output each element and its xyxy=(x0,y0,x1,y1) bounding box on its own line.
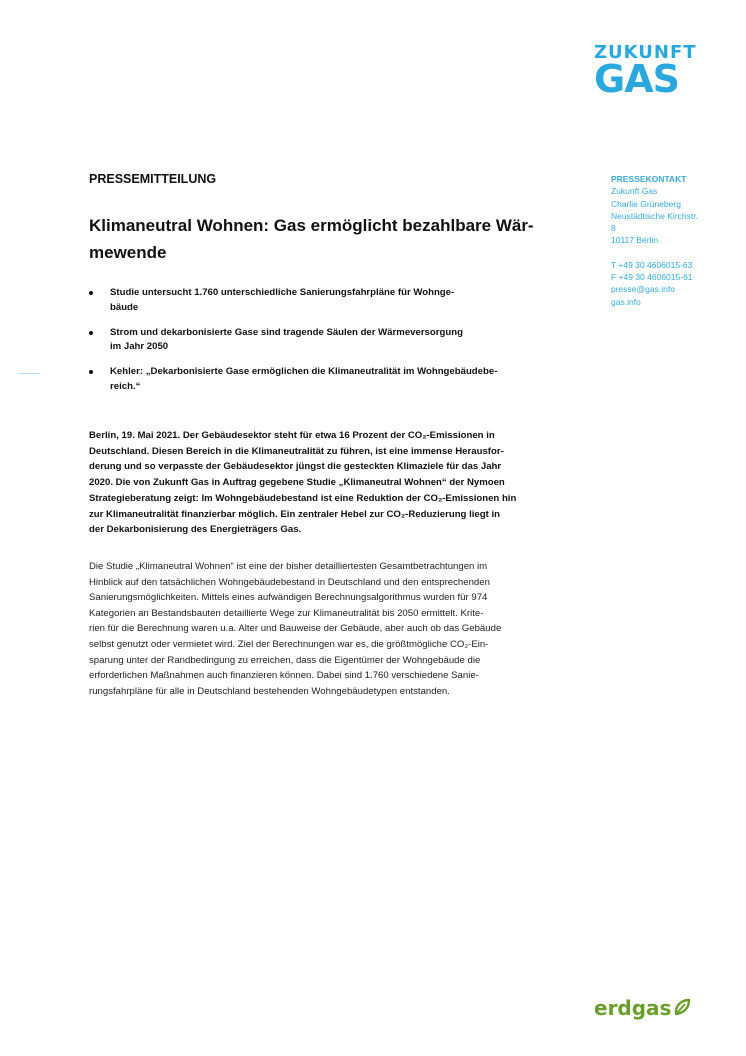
contact-line: Charlie Grüneberg xyxy=(611,198,681,209)
zukunft-gas-logo xyxy=(594,42,697,101)
body-line: Sanierungsmöglichkeiten. Mittels eines aufwändigen Berechnungsalgorithmus wurden für 974 xyxy=(89,592,488,604)
list-item: Strom und dekarbonisierte Gase sind tragende Säulen der Wärmeversorgung im Jahr 2050 xyxy=(89,326,559,356)
lead-line: zur Klimaneutralität finanzierbar möglich. Ein zentraler Hebel zur CO₂-Reduzierung liegt in xyxy=(89,508,500,520)
contact-line: 8 xyxy=(611,223,616,234)
doc-label: PRESSEMITTEILUNG xyxy=(89,172,217,186)
body-line: Hinblick auf den tatsächlichen Wohngebäudebestand in Deutschland und den entsprechenden xyxy=(89,576,490,588)
lead-line: der Dekarbonisierung des Energieträgers Gas. xyxy=(89,524,302,536)
contact-fax: F +49 30 4606015-61 xyxy=(611,272,693,283)
key-points-list xyxy=(89,286,559,405)
list-item: Kehler: „Dekarbonisierte Gase ermöglichen die Klimaneutralität im Wohngebäudebe- reich.“ xyxy=(89,365,559,395)
title-line: Klimaneutral Wohnen: Gas ermöglicht bezahlbare Wär- xyxy=(89,216,534,235)
page-title xyxy=(89,212,559,266)
erdgas-logo xyxy=(594,996,692,1022)
list-item: Studie untersucht 1.760 unterschiedliche Sanierungsfahrpläne für Wohnge- bäude xyxy=(89,286,559,316)
lead-line: Berlin, 19. Mai 2021. Der Gebäudesektor steht für etwa 16 Prozent der CO₂-Emissionen in xyxy=(89,430,495,441)
press-contact xyxy=(611,173,731,308)
lead-line: Strategieberatung zeigt: Im Wohngebäudebestand ist eine Reduktion der CO₂-Emissionen hin xyxy=(89,492,517,504)
body-line: Die Studie „Klimaneutral Wohnen“ ist eine der bisher detailliertesten Gesamtbetrachtungen im xyxy=(89,561,488,572)
lead-line: derung und so verpasste der Gebäudesektor jüngst die gesteckten Klimaziele für das Jahr xyxy=(89,461,502,473)
lead-paragraph xyxy=(89,428,569,538)
logo-line-1: ZUKUNFT xyxy=(594,42,697,63)
title-line: mewende xyxy=(89,243,167,262)
body-line: rien für die Berechnung waren u.a. Alter und Bauweise der Gebäude, aber auch ob das Gebäude xyxy=(89,623,502,635)
body-line: rungsfahrpläne für alle in Deutschland bestehenden Wohngebäudetypen entstanden. xyxy=(89,685,450,697)
bullet-icon xyxy=(89,370,93,374)
leaf-icon xyxy=(672,997,692,1022)
logo-line-2: GAS xyxy=(594,57,679,101)
contact-line: 10117 Berlin xyxy=(611,235,659,246)
bullet-icon xyxy=(89,291,93,295)
contact-web[interactable]: gas.info xyxy=(611,296,641,307)
contact-phone: T +49 30 4606015-63 xyxy=(611,259,693,270)
bullet-icon xyxy=(89,331,93,335)
body-line: erforderlichen Maßnahmen auch finanzieren können. Dabei sind 1.760 verschiedene Sanie- xyxy=(89,670,479,682)
contact-line: Zukunft Gas xyxy=(611,186,658,197)
erdgas-wordmark: erdgas xyxy=(594,996,672,1020)
contact-line: Neustädtische Kirchstr. xyxy=(611,210,698,221)
body-paragraph xyxy=(89,559,569,699)
margin-divider xyxy=(18,373,40,374)
body-line: sparung unter der Randbedingung zu erreichen, dass die Eigentümer der Wohngebäude die xyxy=(89,654,481,666)
contact-email[interactable]: presse@gas.info xyxy=(611,284,675,295)
lead-line: 2020. Die von Zukunft Gas in Auftrag gegebene Studie „Klimaneutral Wohnen“ der Nymoen xyxy=(89,477,505,489)
contact-heading: PRESSEKONTAKT xyxy=(611,174,687,184)
body-line: selbst genutzt oder vermietet wird. Ziel der Berechnungen war es, die größtmögliche CO₂-Ein- xyxy=(89,638,489,650)
body-line: Kategorien an Bestandsbauten detaillierte Wege zur Klimaneutralität bis 2050 ermittelt. Krite- xyxy=(89,607,484,619)
lead-line: Deutschland. Diesen Bereich in die Klimaneutralität zu führen, ist eine immense Herausfor- xyxy=(89,445,504,457)
